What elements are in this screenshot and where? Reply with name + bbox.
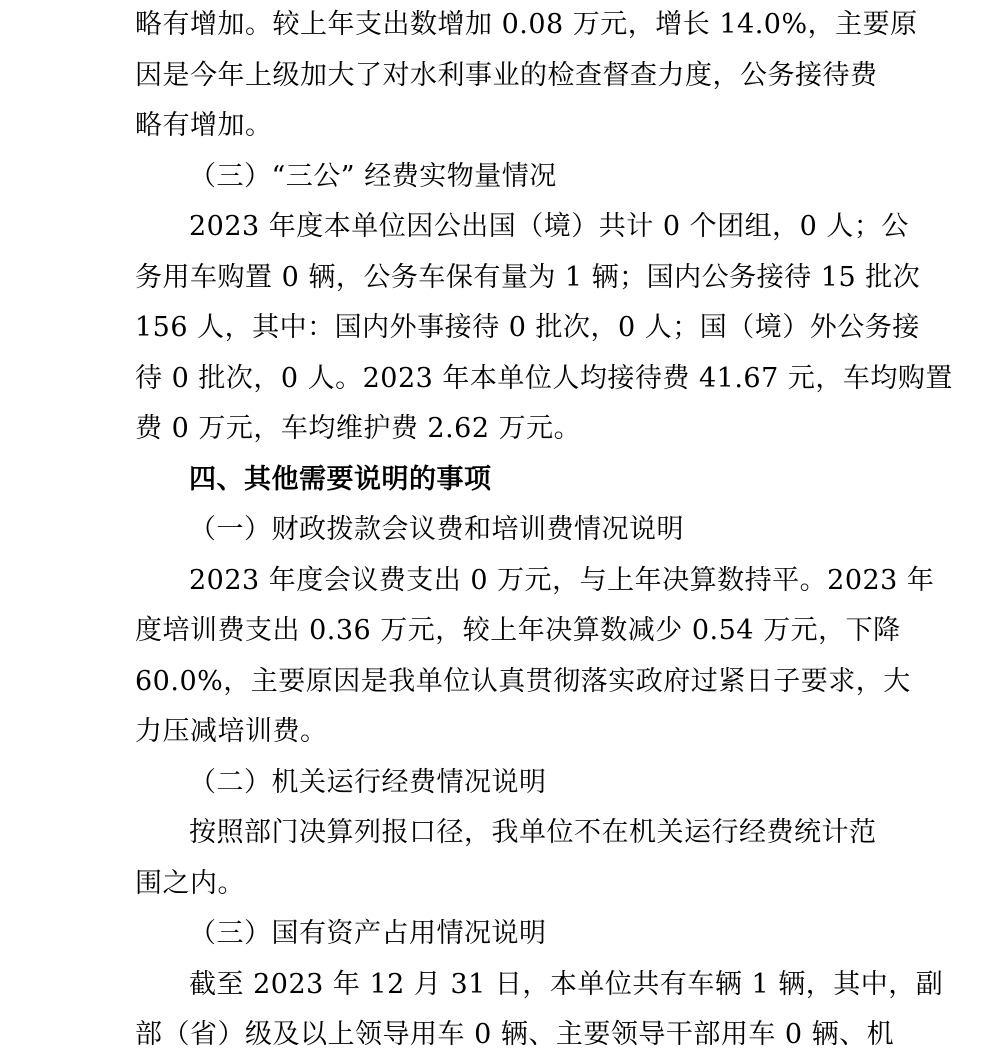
text-line: 截至 2023 年 12 月 31 日，本单位共有车辆 1 辆，其中，副 xyxy=(189,968,944,1000)
section-heading-text: 四、其他需要说明的事项 xyxy=(189,463,492,495)
section-heading-other-matters xyxy=(135,455,875,506)
text-line: 费 0 万元，车均维护费 2.62 万元。 xyxy=(135,413,582,444)
text-line: 156 人，其中：国内外事接待 0 批次，0 人；国（境）外公务接 xyxy=(135,312,920,343)
document-page xyxy=(135,0,953,1061)
text-line: 略有增加。 xyxy=(135,110,273,141)
subheading-text: （一）财政拨款会议费和培训费情况说明 xyxy=(189,514,684,545)
subheading-state-assets xyxy=(135,909,875,960)
text-line: 力压减培训费。 xyxy=(135,716,328,747)
subheading-three-public-quantities xyxy=(135,152,875,203)
subheading-operating-expenses xyxy=(135,758,875,809)
subheading-text: （二）机关运行经费情况说明 xyxy=(189,766,547,798)
text-line: 务用车购置 0 辆，公务车保有量为 1 辆；国内公务接待 15 批次 xyxy=(135,261,921,293)
text-line: 待 0 批次，0 人。2023 年本单位人均接待费 41.67 元，车均购置 xyxy=(135,362,953,394)
text-line: 因是今年上级加大了对水利事业的检查督查力度，公务接待费 xyxy=(135,59,878,91)
paragraph-state-assets xyxy=(135,960,944,1061)
text-line: 60.0%，主要原因是我单位认真贯彻落实政府过紧日子要求，大 xyxy=(135,665,911,697)
subheading-text: （三）国有资产占用情况说明 xyxy=(189,918,547,949)
text-line: 度培训费支出 0.36 万元，较上年决算数减少 0.54 万元，下降 xyxy=(135,615,901,646)
subheading-meeting-training-fees xyxy=(135,505,875,556)
paragraph-three-public-quantities xyxy=(135,202,953,455)
text-line: 按照部门决算列报口径，我单位不在机关运行经费统计范 xyxy=(189,817,877,848)
text-line: 略有增加。较上年支出数增加 0.08 万元，增长 14.0%，主要原 xyxy=(135,9,918,40)
paragraph-meeting-training-fees xyxy=(135,556,935,758)
paragraph-reception-cost-increase xyxy=(135,0,918,152)
text-line: 围之内。 xyxy=(135,867,245,899)
text-line: 2023 年度本单位因公出国（境）共计 0 个团组，0 人；公 xyxy=(189,211,909,242)
subheading-text: （三）“三公” 经费实物量情况 xyxy=(189,160,557,192)
text-line: 部（省）级及以上领导用车 0 辆、主要领导干部用车 0 辆、机 xyxy=(135,1019,895,1050)
text-line: 2023 年度会议费支出 0 万元，与上年决算数持平。2023 年 xyxy=(189,564,935,596)
paragraph-operating-expenses xyxy=(135,808,875,909)
